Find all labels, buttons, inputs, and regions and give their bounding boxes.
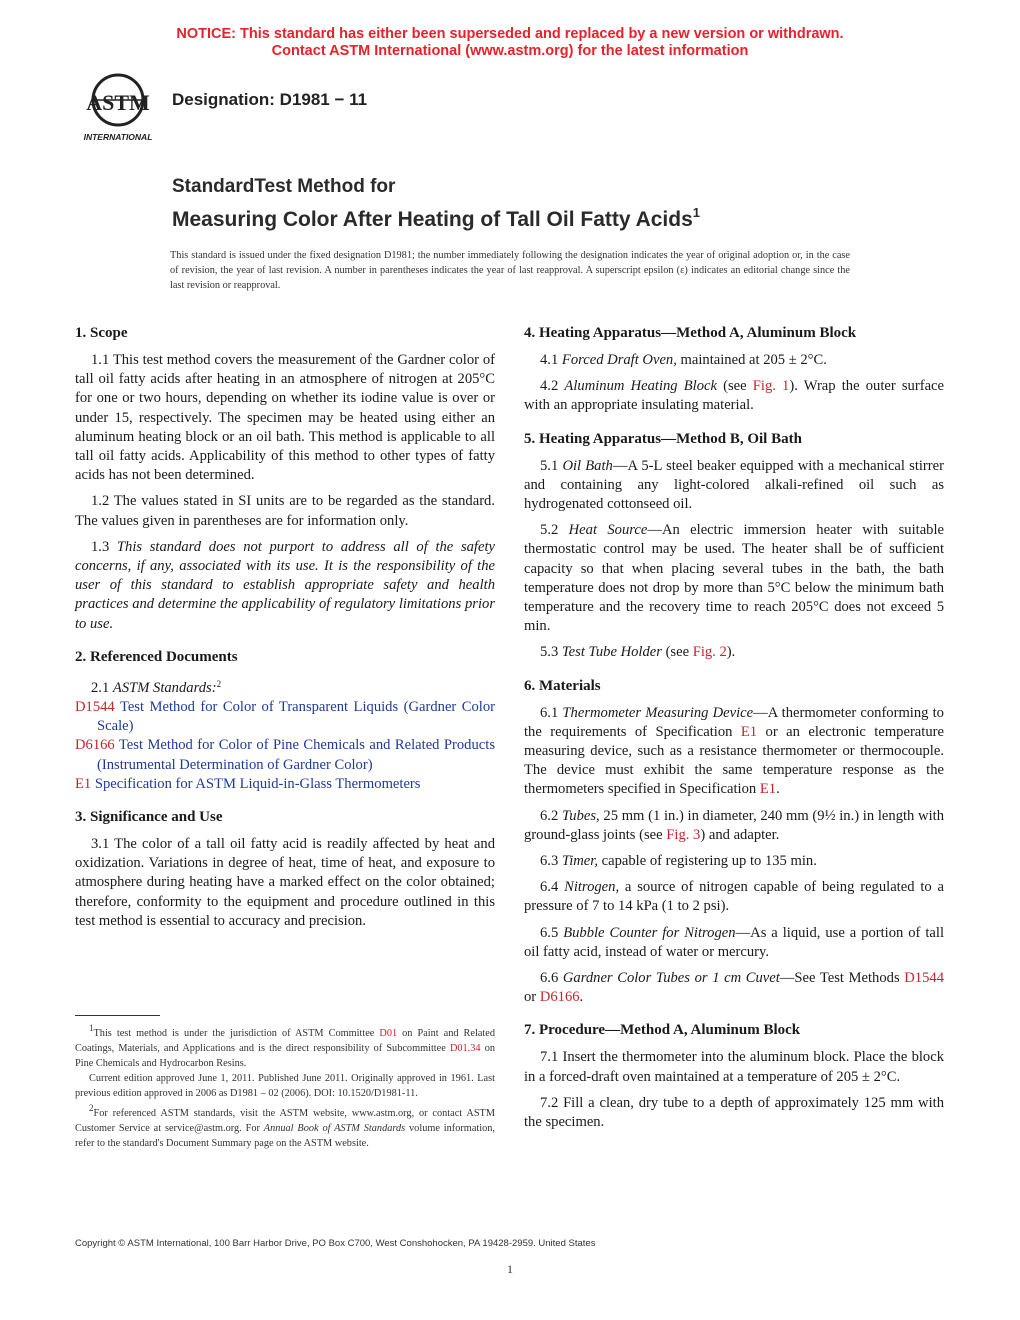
ref-item-d6166[interactable]: D6166 Test Method for Color of Pine Chemicals and Related Products (Instrumental Determination of Gardner Color) [75,737,495,773]
section-apparatus-a [524,324,944,416]
notice-line-2: Contact ASTM International (www.astm.org) for the latest information [271,43,749,59]
refs-subheading: 2.1 ASTM Standards:$^2$ [91,678,222,696]
document-title [172,175,700,234]
section-referenced-documents [75,648,495,794]
ref-item-e1[interactable]: E1 Specification for ASTM Liquid-in-Glass Thermometers [75,775,421,792]
footnote-2: $^2$For referenced ASTM standards, visit the ASTM website, www.astm.org, or contact ASTM Customer Service at service@astm.org. For Annual Book of ASTM Standards volume information, refer to the standard's Document Summary page on the ASTM website. [75,1103,495,1149]
significance-p1: 3.1 The color of a tall oil fatty acid is readily affected by heat and oxidization. Variations in degree of heat, time of heat, and exposure to atmosphere during heating have a marked effect on the color obtained; therefore, conformity to the equipment and procedure outlined in this test method is essential to accuracy and precision. [75,836,495,929]
page-number: 1 [507,1262,513,1276]
section-apparatus-b [524,430,944,663]
significance-heading: 3. Significance and Use [75,809,223,826]
link-fig-2[interactable]: Fig. 2 [692,644,727,661]
section-procedure-a [524,1021,944,1132]
title-line-1: StandardTest Method for [172,176,396,197]
materials-p4: 6.4 Nitrogen, a source of nitrogen capable of being regulated to a pressure of 7 to 14 kPa (1 to 2 psi). [524,879,944,915]
ref-item-d1544[interactable]: D1544 Test Method for Color of Transparent Liquids (Gardner Color Scale) [75,699,495,735]
scope-heading: 1. Scope [75,325,128,341]
title-footnote-mark[interactable]: 1 [692,205,701,220]
scope-p3: 1.3 This standard does not purport to address all of the safety concerns, if any, associated with its use. It is the responsibility of the user of this standard to establish appropriate safety and health practices and determine the applicability of regulatory limitations prior to use. [75,538,495,632]
materials-p5: 6.5 Bubble Counter for Nitrogen—As a liquid, use a portion of tall oil fatty acid, instead of water or mercury. [524,924,944,960]
astm-logo [74,70,164,146]
procedure-a-p1: 7.1 Insert the thermometer into the aluminum block. Place the block in a forced-draft oven maintained at a temperature of 205 ± 2°C. [524,1049,944,1085]
footnote-1: $^1$This test method is under the jurisdiction of ASTM Committee D01 on Paint and Related Coatings, Materials, and Applications and is the direct responsibility of Subcommittee D01.34 on Pine Chemicals and Hydrocarbon Resins. [75,1023,495,1069]
link-d01-34[interactable]: D01.34 [449,1043,481,1054]
apparatus-a-p1: 4.1 Forced Draft Oven, maintained at 205 ± 2°C. [540,352,827,368]
materials-p2: 6.2 Tubes, 25 mm (1 in.) in diameter, 240 mm (9½ in.) in length with ground-glass joints (see Fig. 3) and adapter. [524,807,944,843]
link-d6166[interactable]: D6166 [539,989,580,1006]
materials-p6: 6.6 Gardner Color Tubes or 1 cm Cuvet—See Test Methods D1544 or D6166. [524,970,944,1006]
procedure-a-p2: 7.2 Fill a clean, dry tube to a depth of approximately 125 mm with the specimen. [524,1094,944,1131]
scope-p1: 1.1 This test method covers the measurement of the Gardner color of tall oil fatty acids after heating in an atmosphere of nitrogen at 205°C for one or two hours, depending on whether its iodine value is over or under 15, respectively. The specimen may be heated using either an aluminum heating block or an oil bath. This method is applicable to all tall oil fatty acids. Applicability of this method to other types of fatty acids has not been determined. [75,352,495,484]
link-fig-3[interactable]: Fig. 3 [666,826,701,843]
apparatus-b-p1: 5.1 Oil Bath—A 5-L steel beaker equipped with a mechanical stirrer and containing any light-colored alkali-refined oil such as hydrogenated cottonseed oil. [524,457,944,513]
link-fig-1[interactable]: Fig. 1 [752,378,790,395]
apparatus-b-p2: 5.2 Heat Source—An electric immersion heater with suitable thermostatic control may be used. The heater shall be of sufficient capacity so that when placing several tubes in the bath, the bath temperature does not drop by more than 5°C below the minimum bath temperature and the recovery time to reach 205°C does not exceed 5 min. [524,522,944,635]
materials-heading: 6. Materials [524,677,601,694]
footnote-1-edition: Current edition approved June 1, 2011. Published June 2011. Originally approved in 1961. Last previous edition approved in 2006 as D1981 – 02 (2006). DOI: 10.1520/D1981-11. [75,1073,495,1099]
logo-letters: ASTM [86,90,150,115]
preamble: This standard is issued under the fixed designation D1981; the number immediately following the designation indicates the year of original adoption or, in the case of revision, the year of last revision. A number in parentheses indicates the year of last reapproval. A superscript epsilon (ε) indicates an editorial change since the last revision or reapproval. [170,250,850,291]
section-materials [524,677,944,1008]
apparatus-b-p3: 5.3 Test Tube Holder (see Fig. 2). [540,644,736,661]
title-line-2: Measuring Color After Heating of Tall Oil Fatty Acids [172,208,693,231]
link-e1-a[interactable]: E1 [740,723,758,740]
logo-caption: INTERNATIONAL [83,132,153,142]
apparatus-a-p2: 4.2 Aluminum Heating Block (see Fig. 1). Wrap the outer surface with an appropriate insulating material. [524,378,945,414]
scope-p2: 1.2 The values stated in SI units are to be regarded as the standard. The values given in parentheses are for information only. [75,493,495,529]
apparatus-b-heading: 5. Heating Apparatus—Method B, Oil Bath [524,430,802,447]
left-column [75,324,495,945]
footnote-divider [75,1015,160,1016]
section-scope [75,324,495,634]
materials-p1: 6.1 Thermometer Measuring Device—A thermometer conforming to the requirements of Specification E1 or an electronic temperature measuring device, such as a resistance thermometer or thermocouple. The device must exhibit the same temperature response as the thermometers specified in Specification E1. [524,704,944,798]
materials-p3: 6.3 Timer, capable of registering up to 135 min. [540,853,817,870]
notice-line-1: NOTICE: This standard has either been superseded and replaced by a new version or withdrawn. [176,26,844,42]
footnotes [75,1021,495,1151]
designation: Designation: D1981 − 11 [172,90,368,109]
right-column [524,324,944,1146]
procedure-a-heading: 7. Procedure—Method A, Aluminum Block [524,1022,801,1039]
link-e1-b[interactable]: E1 [759,781,777,798]
link-d1544[interactable]: D1544 [904,970,944,987]
notice-banner [0,26,1020,60]
copyright: Copyright © ASTM International, 100 Barr Harbor Drive, PO Box C700, West Conshohocken, PA 19428-2959. United States [75,1238,596,1249]
section-significance [75,808,495,931]
refs-heading: 2. Referenced Documents [75,648,238,665]
link-d01[interactable]: D01 [379,1028,398,1039]
apparatus-a-heading: 4. Heating Apparatus—Method A, Aluminum Block [524,325,857,341]
